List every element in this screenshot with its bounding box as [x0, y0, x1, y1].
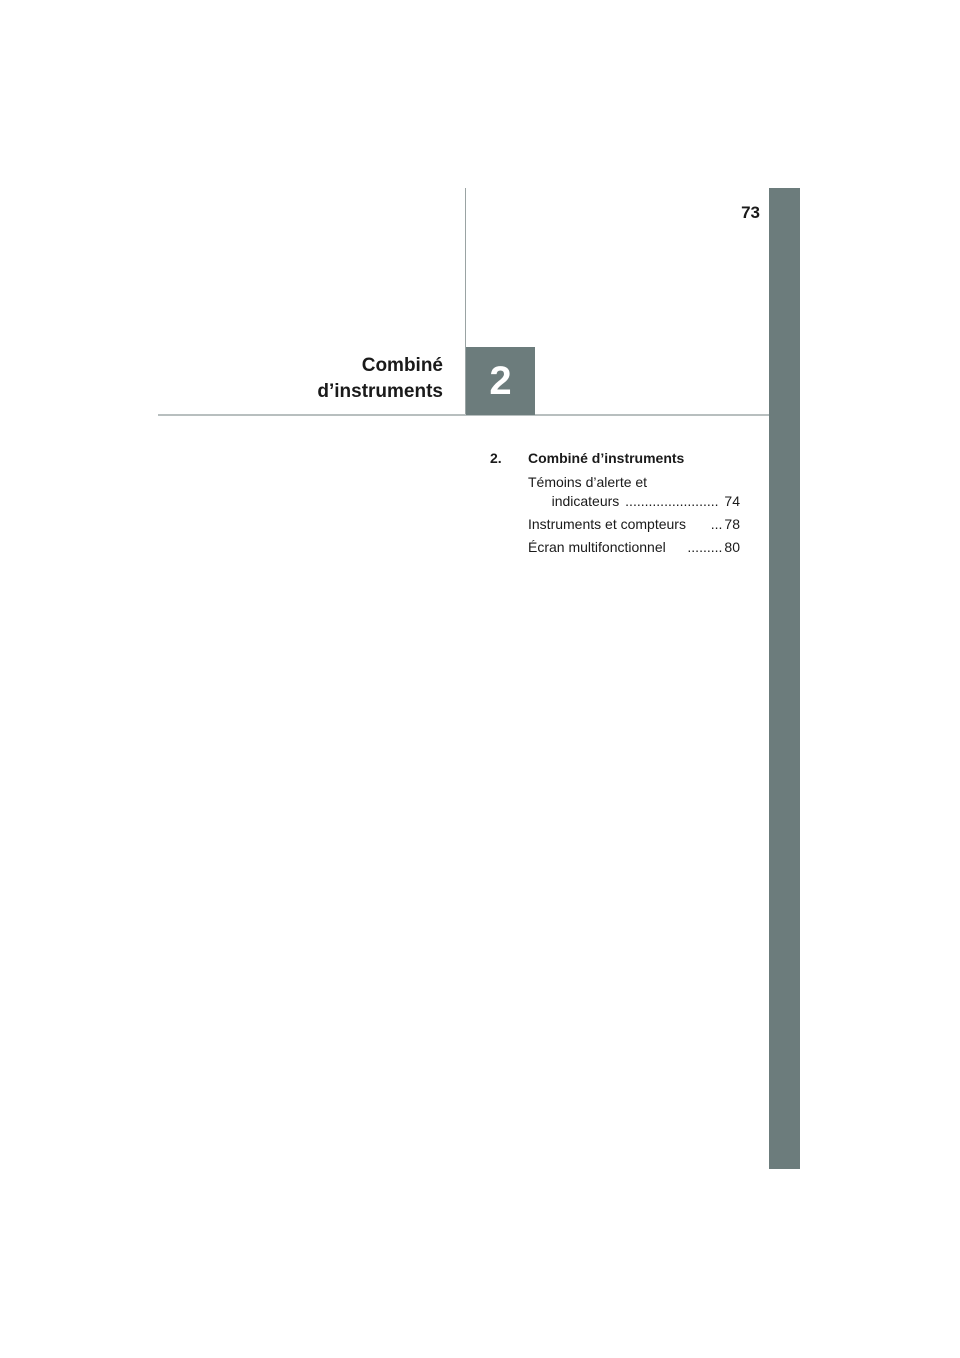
toc-entry-page: 74: [724, 493, 740, 509]
toc-section-number: 2.: [490, 450, 502, 466]
toc-entry-label: Instruments et compteurs: [528, 516, 686, 532]
chapter-number: 2: [489, 358, 512, 403]
toc-section-title: Combiné d’instruments: [528, 450, 685, 466]
chapter-title-line-1: Combiné: [361, 355, 443, 376]
toc-entry-leader: .........: [687, 539, 723, 555]
toc-entry-label: Écran multifonctionnel: [528, 539, 666, 555]
horizontal-divider: [158, 414, 769, 416]
page-number: 73: [741, 203, 760, 222]
toc-entry-leader: ...: [710, 516, 723, 532]
toc-entry-label-line-2: indicateurs: [551, 493, 620, 509]
chapter-number-box: [466, 347, 535, 415]
toc-entry-ecran[interactable]: [528, 538, 740, 557]
toc-entry-temoins[interactable]: [528, 473, 740, 511]
toc-entry-instruments[interactable]: [528, 515, 740, 534]
toc-entry-page: 78: [724, 516, 740, 532]
toc-entry-leader: ........................: [625, 493, 719, 509]
toc-section-heading[interactable]: [490, 449, 740, 467]
toc-entry-page: 80: [724, 539, 740, 555]
toc-entry-label-line-1: Témoins d’alerte et: [528, 474, 648, 490]
table-of-contents: [490, 449, 740, 561]
chapter-side-band: [769, 188, 800, 1169]
chapter-title: [200, 353, 443, 405]
chapter-title-line-2: d’instruments: [317, 381, 443, 402]
